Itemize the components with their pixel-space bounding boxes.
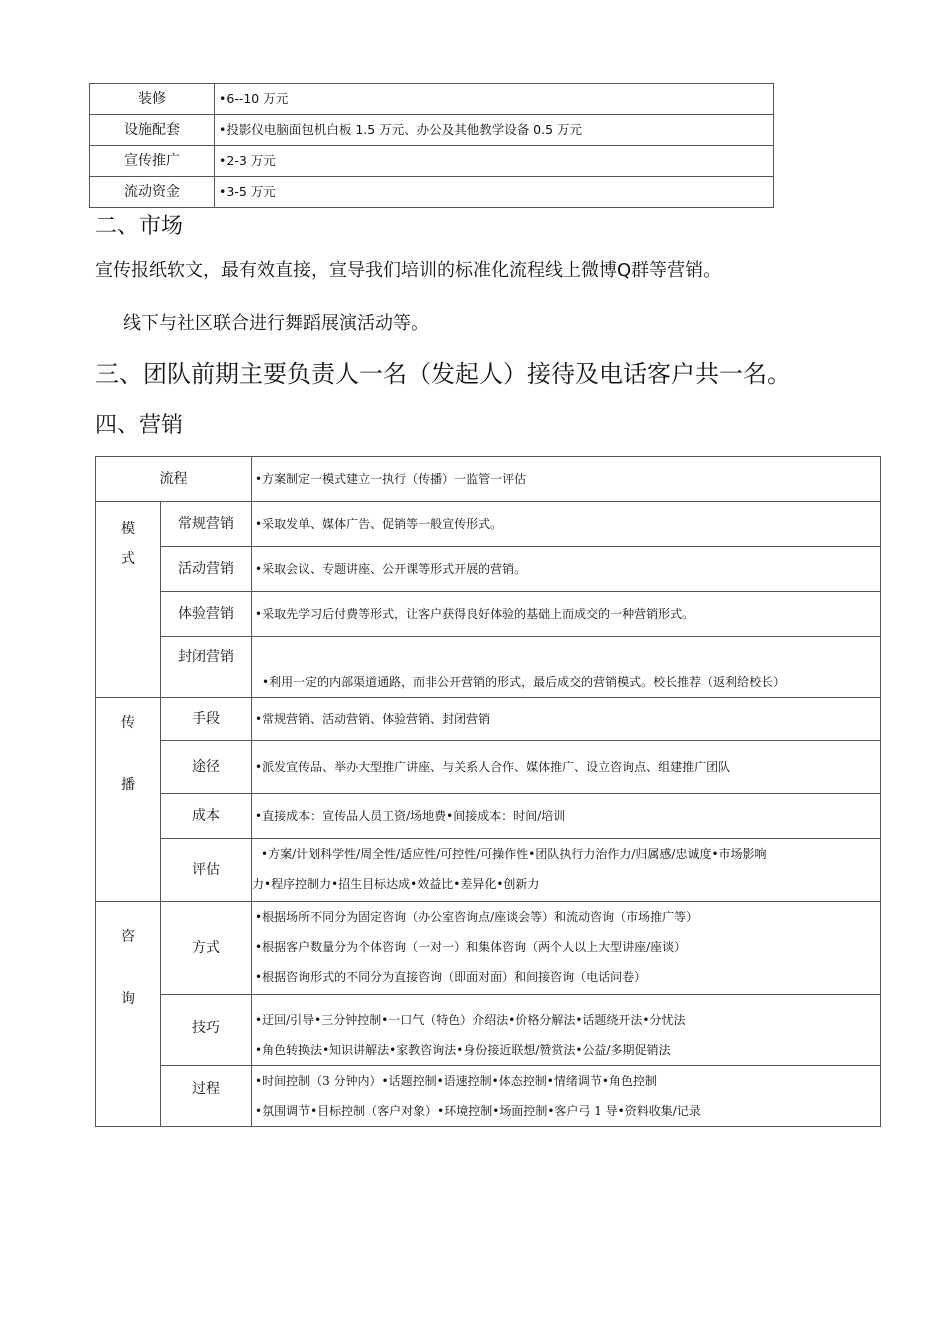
flow-label: 流程 [96,457,252,502]
table-row [96,1066,881,1127]
row-value-line: •时间控制（3 分钟内）•话题控制•语速控制•体态控制•情绪调节•角色控制 [255,1074,657,1088]
row-value [252,1066,881,1127]
row-label: 成本 [161,794,252,839]
section-heading-marketing: 四、营销 [95,413,184,438]
row-value [252,995,881,1066]
category-consult [96,902,161,1127]
row-label: 活动营销 [161,547,252,592]
row-value [252,839,881,902]
table-row [96,741,881,794]
row-value-line: •根据咨询形式的不同分为直接咨询（即面对面）和间接咨询（电话问卷） [255,970,647,984]
cost-label: 装修 [90,84,215,115]
row-label: 方式 [161,902,252,995]
category-char: 咨 [121,929,135,945]
category-char: 模 [121,521,135,537]
table-row [96,547,881,592]
row-label: 体验营销 [161,592,252,637]
table-row [96,839,881,902]
row-label: 评估 [161,839,252,902]
table-row [96,502,881,547]
row-value-line: •根据场所不同分为固定咨询（办公室咨询点/座谈会等）和流动咨询（市场推广等） [255,910,699,924]
cost-label: 流动资金 [90,177,215,208]
row-value: •采取发单、媒体广告、促销等一般宣传形式。 [252,502,881,547]
row-value-line: •根据客户数量分为个体咨询（一对一）和集体咨询（两个人以上大型讲座/座谈） [255,940,687,954]
cost-value: •3-5 万元 [215,177,774,208]
category-char: 式 [121,551,135,567]
row-label: 手段 [161,698,252,741]
cost-table [89,83,774,208]
cost-label: 宣传推广 [90,146,215,177]
row-value [252,902,881,995]
table-row [90,177,774,208]
table-row [96,592,881,637]
cost-value: •2-3 万元 [215,146,774,177]
row-value: •采取先学习后付费等形式，让客户获得良好体验的基础上而成交的一种营销形式。 [252,592,881,637]
row-value: •利用一定的内部渠道通路，而非公开营销的形式，最后成交的营销模式。校长推荐（返利给校长） [252,637,881,698]
table-row [96,457,881,502]
table-row [96,995,881,1066]
category-char: 播 [121,777,135,793]
section-heading-team: 三、团队前期主要负责人一名（发起人）接待及电话客户共一名。 [95,360,791,388]
marketing-table [95,456,881,1127]
section-heading-market: 二、市场 [95,214,184,239]
category-char: 询 [121,991,135,1007]
market-paragraph: 宣传报纸软文，最有效直接，宣导我们培训的标准化流程线上微博Q群等营销。 [95,260,722,281]
row-value: •采取会议、专题讲座、公开课等形式开展的营销。 [252,547,881,592]
cost-value: •投影仪电脑面包机白板 1.5 万元、办公及其他教学设备 0.5 万元 [215,115,774,146]
row-label: 技巧 [161,995,252,1066]
row-value: •直接成本：宣传品人员工资/场地费•间接成本：时间/培训 [252,794,881,839]
row-value: •常规营销、活动营销、体验营销、封闭营销 [252,698,881,741]
table-row [90,115,774,146]
cost-label: 设施配套 [90,115,215,146]
market-paragraph: 线下与社区联合进行舞蹈展演活动等。 [123,313,429,334]
row-value-line: •氛围调节•目标控制（客户对象）•环境控制•场面控制•客户弓 1 导•资料收集/记录 [255,1104,701,1118]
table-row [90,84,774,115]
row-label: 途径 [161,741,252,794]
cost-value: •6--10 万元 [215,84,774,115]
row-value-line: 力•程序控制力•招生目标达成•效益比•差异化•创新力 [252,877,540,891]
row-label: 封闭营销 [161,637,252,698]
table-row [96,902,881,995]
table-row [96,698,881,741]
category-spread [96,698,161,902]
row-value-line: •方案/计划科学性/周全性/适应性/可控性/可操作性•团队执行力治作力/归属感/忠诚度•市场影响 [261,847,767,861]
table-row [96,794,881,839]
flow-value: •方案制定一模式建立一执行（传播）一监管一评估 [252,457,881,502]
row-label: 常规营销 [161,502,252,547]
table-row [90,146,774,177]
category-char: 传 [121,715,135,731]
category-mode [96,502,161,698]
table-row [96,637,881,698]
row-value: •派发宣传品、举办大型推广讲座、与关系人合作、媒体推广、设立咨询点、组建推广团队 [252,741,881,794]
row-value-line: •迂回/引导•三分钟控制•一口气（特色）介绍法•价格分解法•话题绕开法•分忧法 [255,1013,686,1027]
row-label: 过程 [161,1066,252,1127]
row-value-line: •角色转换法•知识讲解法•家教咨询法•身份接近联想/赞赏法•公益/多期促销法 [255,1043,671,1057]
